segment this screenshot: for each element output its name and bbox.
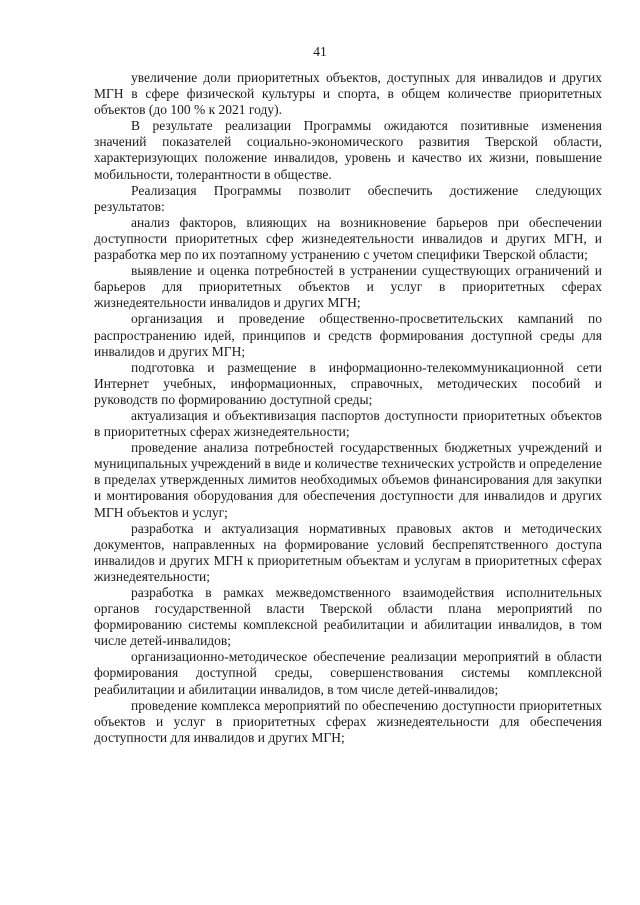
list-item-public-campaigns: организация и проведение общественно-просветительских кампаний по распространению идей, принципов и средств формирования доступной среды для инвалидов и других МГН;: [94, 311, 602, 359]
paragraph-results-intro: Реализация Программы позволит обеспечить достижение следующих результатов:: [94, 182, 602, 214]
list-item-methodological-support: организационно-методическое обеспечение реализации мероприятий в области формирования доступной среды, совершенствования системы комплексной реабилитации и абилитации инвалидов, в том числе детей-инвалидов;: [94, 649, 602, 697]
document-body: [94, 70, 602, 746]
list-item-rehabilitation-plan: разработка в рамках межведомственного взаимодействия исполнительных органов государственной власти Тверской области плана мероприятий по формированию системы комплексной реабилитации и абилитации инвалидов, в том числе детей-инвалидов;: [94, 585, 602, 649]
page-number: 41: [313, 44, 327, 59]
list-item-needs-assessment: выявление и оценка потребностей в устранении существующих ограничений и барьеров для приоритетных объектов и услуг в приоритетных сферах жизнедеятельности инвалидов и других МГН;: [94, 263, 602, 311]
paragraph-program-results: В результате реализации Программы ожидаются позитивные изменения значений показателей социально-экономического развития Тверской области, характеризующих положение инвалидов, уровень и качество их жизни, повышение мобильности, толерантности в обществе.: [94, 118, 602, 182]
list-item-factor-analysis: анализ факторов, влияющих на возникновение барьеров при обеспечении доступности приоритетных сфер жизнедеятельности инвалидов и других МГН, и разработка мер по их поэтапному устранению с учетом специфики Тверской области;: [94, 214, 602, 263]
list-item-regulatory-acts: разработка и актуализация нормативных правовых актов и методических документов, направленных на формирование условий беспрепятственного доступа инвалидов и других МГН к приоритетным объектам и услугам в приоритетных сферах жизнедеятельности;: [94, 520, 602, 584]
list-item-accessibility-measures: проведение комплекса мероприятий по обеспечению доступности приоритетных объектов и услуг в приоритетных сферах жизнедеятельности для обеспечения доступности для инвалидов и других МГН;: [94, 697, 602, 745]
list-item-equipment-analysis: проведение анализа потребностей государственных бюджетных учреждений и муниципальных учреждений в виде и количестве технических устройств и определение в пределах утвержденных лимитов необходимых объемов финансирования для закупки и монтирования оборудования для обеспечения доступности для инвалидов и других МГН объектов и услуг;: [94, 440, 602, 520]
list-item-internet-materials: подготовка и размещение в информационно-телекоммуникационной сети Интернет учебных, информационных, справочных, методических пособий и руководств по формированию доступной среды;: [94, 359, 602, 407]
list-item-passport-update: актуализация и объективизация паспортов доступности приоритетных объектов в приоритетных сферах жизнедеятельности;: [94, 407, 602, 440]
paragraph-share-increase: увеличение доли приоритетных объектов, доступных для инвалидов и других МГН в сфере физической культуры и спорта, в общем количестве приоритетных объектов (до 100 % к 2021 году).: [94, 70, 602, 118]
